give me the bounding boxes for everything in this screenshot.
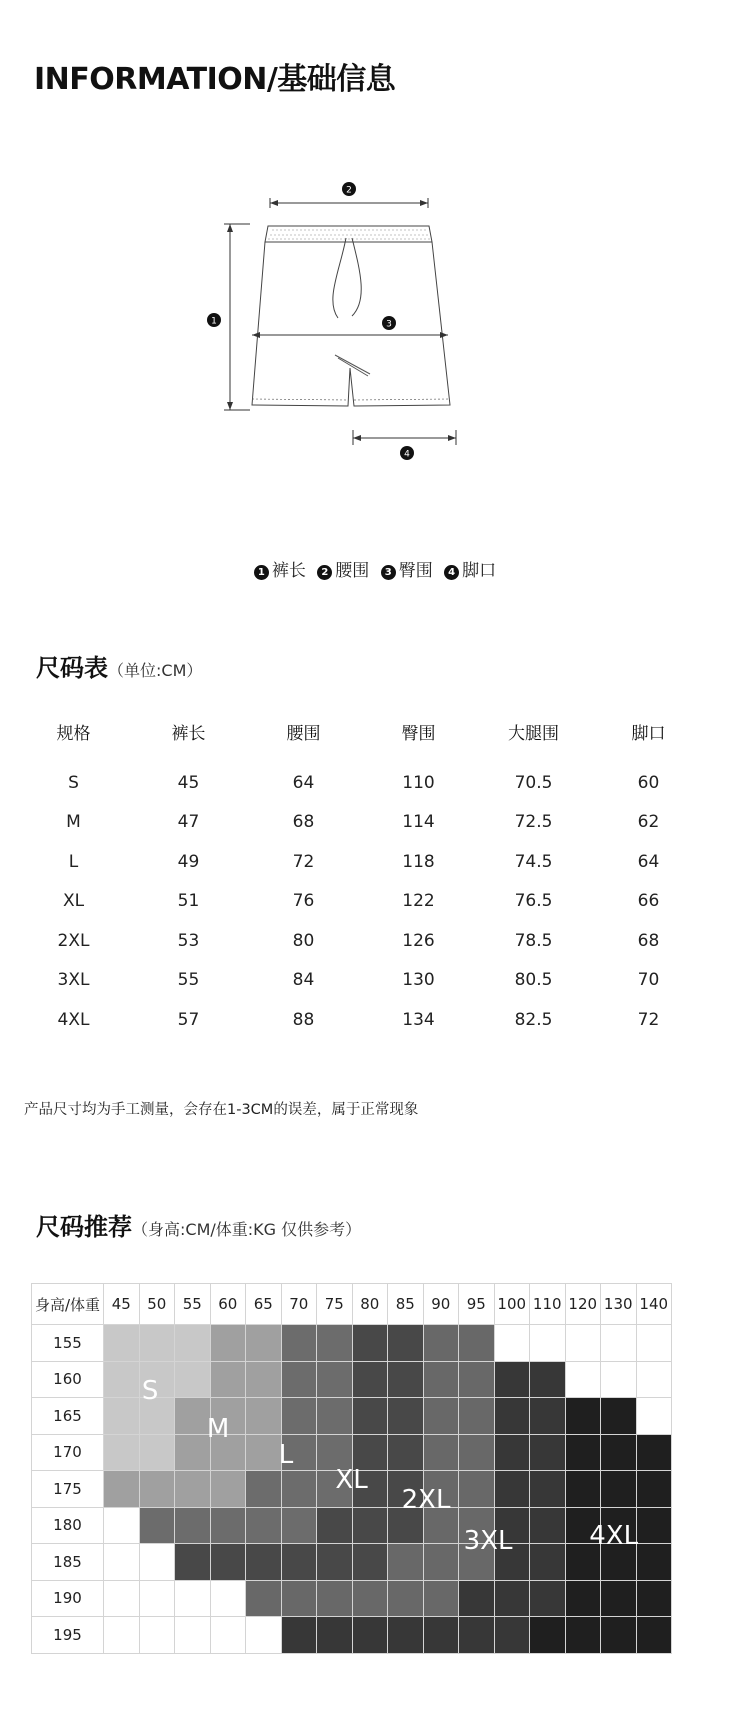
size-grid-cell: [282, 1617, 318, 1654]
weight-header: 110: [530, 1284, 566, 1325]
size-grid-cell: [246, 1581, 282, 1618]
size-grid-cell: [175, 1362, 211, 1399]
table-cell: 55: [177, 970, 200, 991]
grid-corner-label: 身高/体重: [32, 1284, 104, 1325]
size-grid-cell: [566, 1581, 602, 1618]
table-header-row: [16, 705, 706, 757]
weight-header: 55: [175, 1284, 211, 1325]
table-cell: 130: [402, 970, 435, 991]
size-table-unit: （单位:CM）: [108, 661, 203, 680]
size-grid-cell: [140, 1325, 176, 1362]
weight-header: 130: [601, 1284, 637, 1325]
size-table: [16, 705, 706, 1040]
size-grid-cell: [459, 1581, 495, 1618]
size-recommend-grid: [31, 1283, 672, 1654]
weight-header: 120: [566, 1284, 602, 1325]
height-header: 185: [32, 1544, 104, 1581]
size-grid-cell: [282, 1508, 318, 1545]
size-grid-cell: [317, 1398, 353, 1435]
size-grid-cell: [637, 1362, 673, 1399]
size-grid-cell: [353, 1544, 389, 1581]
size-grid-cell: [637, 1581, 673, 1618]
size-grid-cell: [211, 1544, 247, 1581]
size-grid-cell: [601, 1617, 637, 1654]
height-header: 170: [32, 1435, 104, 1472]
size-grid-cell: [104, 1471, 140, 1508]
size-grid-cell: [140, 1581, 176, 1618]
size-grid-cell: [104, 1398, 140, 1435]
size-grid-cell: [282, 1398, 318, 1435]
table-cell: 126: [402, 930, 435, 951]
size-grid-cell: [424, 1325, 460, 1362]
size-grid-cell: [388, 1325, 424, 1362]
size-grid-cell: [388, 1362, 424, 1399]
table-cell: 78.5: [514, 930, 553, 951]
weight-header: 50: [140, 1284, 176, 1325]
recommend-subtitle: （身高:CM/体重:KG 仅供参考）: [132, 1220, 362, 1239]
size-grid-cell: [495, 1398, 531, 1435]
size-grid-cell: [388, 1398, 424, 1435]
size-zone-label: 3XL: [463, 1525, 513, 1556]
size-grid-cell: [637, 1398, 673, 1435]
size-grid-cell: [211, 1362, 247, 1399]
size-grid-cell: [353, 1617, 389, 1654]
size-grid-cell: [530, 1435, 566, 1472]
size-grid-cell: [140, 1544, 176, 1581]
column-header: 规格: [56, 723, 91, 744]
legend-item-length: 1 裤长: [254, 561, 306, 581]
table-cell: XL: [62, 891, 85, 912]
recommend-title: 尺码推荐（身高:CM/体重:KG 仅供参考）: [36, 1213, 362, 1241]
size-grid-cell: [317, 1508, 353, 1545]
size-grid-cell: [495, 1325, 531, 1362]
table-cell: 45: [177, 772, 200, 793]
height-header: 190: [32, 1581, 104, 1618]
size-grid-cell: [246, 1617, 282, 1654]
table-cell: 68: [292, 812, 315, 833]
diagram-legend: [0, 556, 750, 581]
size-grid-cell: [566, 1325, 602, 1362]
size-grid-cell: [637, 1471, 673, 1508]
table-cell: 80: [292, 930, 315, 951]
height-header: 180: [32, 1508, 104, 1545]
size-grid-cell: [601, 1471, 637, 1508]
size-zone-label: L: [278, 1440, 294, 1471]
table-cell: 76: [292, 891, 315, 912]
legend-item-hip: 3 臀围: [381, 561, 433, 581]
size-grid-cell: [246, 1398, 282, 1435]
size-grid-cell: [495, 1617, 531, 1654]
size-grid-cell: [104, 1581, 140, 1618]
size-grid-cell: [637, 1508, 673, 1545]
size-grid-cell: [566, 1471, 602, 1508]
size-grid-cell: [211, 1508, 247, 1545]
size-grid-cell: [282, 1325, 318, 1362]
size-grid-cell: [246, 1325, 282, 1362]
size-table-title: 尺码表（单位:CM）: [36, 654, 203, 682]
size-grid-cell: [353, 1581, 389, 1618]
size-grid-cell: [601, 1435, 637, 1472]
table-cell: 88: [292, 1009, 315, 1030]
table-cell: 84: [292, 970, 315, 991]
weight-header: 85: [388, 1284, 424, 1325]
table-cell: 118: [402, 851, 435, 872]
table-cell: 57: [177, 1009, 200, 1030]
column-header: 脚口: [631, 723, 666, 744]
size-grid-cell: [246, 1435, 282, 1472]
size-grid-cell: [353, 1508, 389, 1545]
size-grid-cell: [282, 1471, 318, 1508]
table-cell: 4XL: [57, 1009, 90, 1030]
table-cell: 72.5: [514, 812, 553, 833]
size-grid-cell: [175, 1508, 211, 1545]
size-grid-cell: [601, 1398, 637, 1435]
table-row: [16, 961, 706, 1001]
size-grid-cell: [495, 1435, 531, 1472]
size-grid-cell: [459, 1325, 495, 1362]
weight-header: 80: [353, 1284, 389, 1325]
size-grid-cell: [353, 1362, 389, 1399]
table-cell: 62: [637, 812, 660, 833]
size-grid-cell: [140, 1435, 176, 1472]
table-cell: 80.5: [514, 970, 553, 991]
legend-item-hem: 4 脚口: [444, 561, 496, 581]
table-row: [16, 757, 706, 803]
table-cell: 122: [402, 891, 435, 912]
size-grid-cell: [104, 1362, 140, 1399]
size-grid-cell: [495, 1471, 531, 1508]
size-grid-cell: [104, 1435, 140, 1472]
size-grid-cell: [566, 1617, 602, 1654]
size-grid-cell: [175, 1471, 211, 1508]
size-grid-cell: [388, 1617, 424, 1654]
table-cell: 47: [177, 812, 200, 833]
size-zone-label: M: [206, 1414, 230, 1445]
size-grid-cell: [317, 1544, 353, 1581]
legend-item-waist: 2 腰围: [317, 561, 369, 581]
size-grid-cell: [388, 1435, 424, 1472]
size-grid-cell: [459, 1398, 495, 1435]
size-grid-cell: [317, 1362, 353, 1399]
size-grid-cell: [211, 1617, 247, 1654]
size-grid-cell: [104, 1508, 140, 1545]
size-grid-cell: [637, 1617, 673, 1654]
table-row: [16, 921, 706, 961]
size-zone-label: 2XL: [401, 1484, 451, 1515]
size-grid-cell: [282, 1581, 318, 1618]
size-grid-cell: [530, 1617, 566, 1654]
size-zone-label: 4XL: [589, 1521, 639, 1552]
shorts-measurement-diagram: [200, 180, 520, 510]
size-grid-cell: [459, 1471, 495, 1508]
size-grid-cell: [140, 1508, 176, 1545]
table-cell: 74.5: [514, 851, 553, 872]
size-grid-cell: [637, 1544, 673, 1581]
height-header: 165: [32, 1398, 104, 1435]
height-header: 155: [32, 1325, 104, 1362]
size-grid-cell: [282, 1544, 318, 1581]
table-cell: S: [68, 772, 79, 793]
table-cell: 49: [177, 851, 200, 872]
table-cell: 82.5: [514, 1009, 553, 1030]
size-grid-cell: [601, 1581, 637, 1618]
size-grid-cell: [424, 1544, 460, 1581]
table-cell: L: [68, 851, 79, 872]
size-grid-cell: [566, 1398, 602, 1435]
size-grid-cell: [211, 1581, 247, 1618]
size-grid-cell: [211, 1471, 247, 1508]
size-grid-cell: [566, 1435, 602, 1472]
size-grid-cell: [530, 1508, 566, 1545]
size-grid-cell: [353, 1398, 389, 1435]
size-grid-cell: [530, 1325, 566, 1362]
size-grid-cell: [530, 1471, 566, 1508]
column-header: 裤长: [171, 723, 206, 744]
size-grid-cell: [495, 1362, 531, 1399]
size-grid-cell: [317, 1617, 353, 1654]
size-grid-cell: [104, 1325, 140, 1362]
size-grid-cell: [424, 1617, 460, 1654]
size-grid-cell: [459, 1617, 495, 1654]
table-cell: 114: [402, 812, 435, 833]
size-grid-cell: [353, 1325, 389, 1362]
table-row: [16, 1000, 706, 1040]
column-header: 臀围: [401, 723, 436, 744]
table-cell: 72: [292, 851, 315, 872]
weight-header: 95: [459, 1284, 495, 1325]
size-grid-cell: [424, 1435, 460, 1472]
weight-header: 75: [317, 1284, 353, 1325]
size-grid-cell: [140, 1617, 176, 1654]
size-grid-cell: [601, 1325, 637, 1362]
weight-header: 90: [424, 1284, 460, 1325]
size-grid-cell: [104, 1544, 140, 1581]
size-grid-cell: [530, 1581, 566, 1618]
table-row: [16, 882, 706, 922]
table-cell: 2XL: [57, 930, 90, 951]
table-cell: 72: [637, 1009, 660, 1030]
table-row: [16, 842, 706, 882]
size-grid-cell: [175, 1435, 211, 1472]
size-grid-cell: [495, 1581, 531, 1618]
table-cell: 70: [637, 970, 660, 991]
svg-text:4: 4: [404, 449, 410, 460]
svg-text:2: 2: [346, 185, 352, 196]
size-grid-cell: [388, 1544, 424, 1581]
size-grid-cell: [317, 1581, 353, 1618]
size-grid-cell: [530, 1362, 566, 1399]
size-grid-cell: [459, 1362, 495, 1399]
table-cell: 134: [402, 1009, 435, 1030]
height-header: 160: [32, 1362, 104, 1399]
weight-header: 140: [637, 1284, 673, 1325]
height-header: 195: [32, 1617, 104, 1654]
table-cell: 51: [177, 891, 200, 912]
table-cell: 68: [637, 930, 660, 951]
height-header: 175: [32, 1471, 104, 1508]
size-grid-cell: [175, 1398, 211, 1435]
weight-header: 45: [104, 1284, 140, 1325]
size-grid-cell: [211, 1325, 247, 1362]
size-grid-cell: [424, 1398, 460, 1435]
size-grid-cell: [282, 1362, 318, 1399]
weight-header: 60: [211, 1284, 247, 1325]
table-cell: 60: [637, 772, 660, 793]
table-cell: M: [66, 812, 81, 833]
weight-header: 65: [246, 1284, 282, 1325]
size-grid-cell: [530, 1544, 566, 1581]
table-cell: 76.5: [514, 891, 553, 912]
weight-header: 100: [495, 1284, 531, 1325]
size-zone-label: XL: [335, 1464, 368, 1495]
page-title: INFORMATION/基础信息: [34, 62, 396, 97]
table-cell: 64: [292, 772, 315, 793]
size-grid-cell: [175, 1544, 211, 1581]
table-cell: 70.5: [514, 772, 553, 793]
weight-header: 70: [282, 1284, 318, 1325]
size-grid-cell: [140, 1471, 176, 1508]
size-grid-cell: [530, 1398, 566, 1435]
table-cell: 53: [177, 930, 200, 951]
size-grid-cell: [246, 1508, 282, 1545]
table-cell: 64: [637, 851, 660, 872]
table-cell: 110: [402, 772, 435, 793]
table-row: [16, 803, 706, 843]
size-grid-cell: [424, 1362, 460, 1399]
size-grid-cell: [566, 1362, 602, 1399]
size-grid-cell: [246, 1544, 282, 1581]
size-grid-cell: [388, 1581, 424, 1618]
size-grid-cell: [637, 1435, 673, 1472]
column-header: 大腿围: [508, 723, 559, 744]
size-grid-cell: [175, 1581, 211, 1618]
measurement-note: 产品尺寸均为手工测量，会存在1-3CM的误差，属于正常现象: [24, 1102, 419, 1118]
size-grid-cell: [175, 1325, 211, 1362]
size-grid-cell: [246, 1362, 282, 1399]
size-grid-cell: [424, 1581, 460, 1618]
table-cell: 3XL: [57, 970, 90, 991]
column-header: 腰围: [286, 723, 321, 744]
size-zone-label: S: [141, 1375, 159, 1406]
size-grid-cell: [601, 1362, 637, 1399]
size-grid-cell: [246, 1471, 282, 1508]
svg-text:1: 1: [211, 316, 217, 327]
size-grid-cell: [104, 1617, 140, 1654]
table-cell: 66: [637, 891, 660, 912]
size-grid-cell: [637, 1325, 673, 1362]
size-grid-cell: [175, 1617, 211, 1654]
size-grid-cell: [459, 1435, 495, 1472]
svg-text:3: 3: [386, 319, 392, 330]
size-grid-cell: [317, 1325, 353, 1362]
